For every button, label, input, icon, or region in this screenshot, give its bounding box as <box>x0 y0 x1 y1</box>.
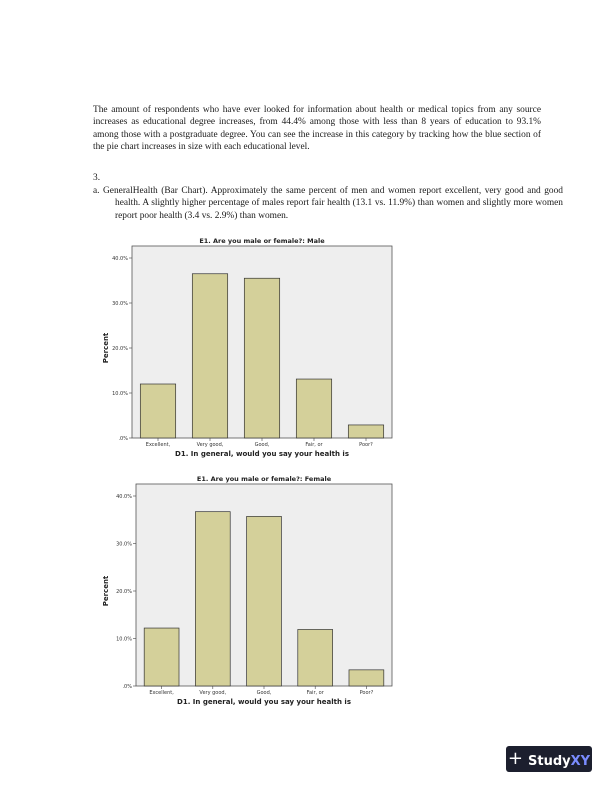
chart-1-bar <box>298 629 333 686</box>
chart-0-ytick-label: 10.0% <box>112 391 128 397</box>
male-health-chart <box>96 234 396 462</box>
chart-1-xtick-label: Good, <box>256 690 272 696</box>
chart-1-bar <box>349 670 384 686</box>
chart-0-title: E1. Are you male or female?: Male <box>199 237 325 245</box>
chart-0-bar <box>244 278 279 438</box>
logo-word-xy: XY <box>570 753 591 769</box>
chart-0-bar <box>348 425 383 438</box>
chart-0-bar <box>192 274 227 438</box>
section-number: 3. <box>93 173 101 183</box>
chart-1-ytick-label: 40.0% <box>116 494 132 500</box>
chart-0-xtick-label: Good, <box>254 442 270 448</box>
plus-icon: + <box>507 748 524 769</box>
chart-1-xtick-label: Poor? <box>359 690 374 696</box>
studyxy-logo <box>506 746 592 772</box>
chart-1-title: E1. Are you male or female?: Female <box>196 475 332 483</box>
chart-0-xlabel: D1. In general, would you say your health is <box>175 450 349 458</box>
chart-1-ytick-label: 10.0% <box>116 636 132 643</box>
intro-paragraph: The amount of respondents who have ever looked for information about health or medical topics from any source increases as educational degree increases, from 44.4% among those with less than 8 years of education to 93.1% among those with a postgraduate degree. You can see the increase in this category by tracking how the blue section of the pie chart increases in size with each educational level. <box>93 105 541 152</box>
chart-1-ytick-label: .0% <box>122 684 132 690</box>
chart-1-ylabel: Percent <box>102 575 110 607</box>
chart-0-ytick-label: .0% <box>118 436 128 442</box>
chart-1-bar <box>195 512 230 686</box>
chart-0-xtick-label: Excellent, <box>145 442 171 448</box>
chart-0-ytick-label: 20.0% <box>112 346 128 352</box>
chart-0-bar <box>296 379 331 438</box>
chart-1-xtick-label: Excellent, <box>149 690 174 696</box>
chart-0-bar <box>140 384 175 438</box>
chart-1-xtick-label: Fair, or <box>306 690 324 696</box>
chart-1-ytick-label: 30.0% <box>116 541 132 548</box>
chart-1-xlabel: D1. In general, would you say your health is <box>177 698 351 706</box>
chart-1-xtick-label: Very good, <box>199 690 227 696</box>
chart-1-bar <box>247 516 282 686</box>
chart-0-ylabel: Percent <box>102 332 110 364</box>
general-health-paragraph: a. GeneralHealth (Bar Chart). Approximately the same percent of men and women report excellent, very good and good health. A slightly higher percentage of males report fair health (13.1 vs. 11.9%) than women and slightly more women report poor health (3.4 vs. 2.9%) than women. <box>93 186 563 221</box>
chart-0-xtick-label: Very good, <box>196 442 224 448</box>
male-health-bar-chart <box>96 234 396 462</box>
chart-1-bar <box>144 628 179 686</box>
chart-1-ytick-label: 20.0% <box>116 589 132 595</box>
female-health-bar-chart <box>96 472 396 710</box>
logo-word-study: Study <box>528 753 571 769</box>
female-health-chart <box>96 472 396 710</box>
chart-0-ytick-label: 40.0% <box>112 256 128 262</box>
chart-0-ytick-label: 30.0% <box>112 301 128 307</box>
chart-0-xtick-label: Fair, or <box>305 442 323 448</box>
chart-0-xtick-label: Poor? <box>359 442 373 448</box>
